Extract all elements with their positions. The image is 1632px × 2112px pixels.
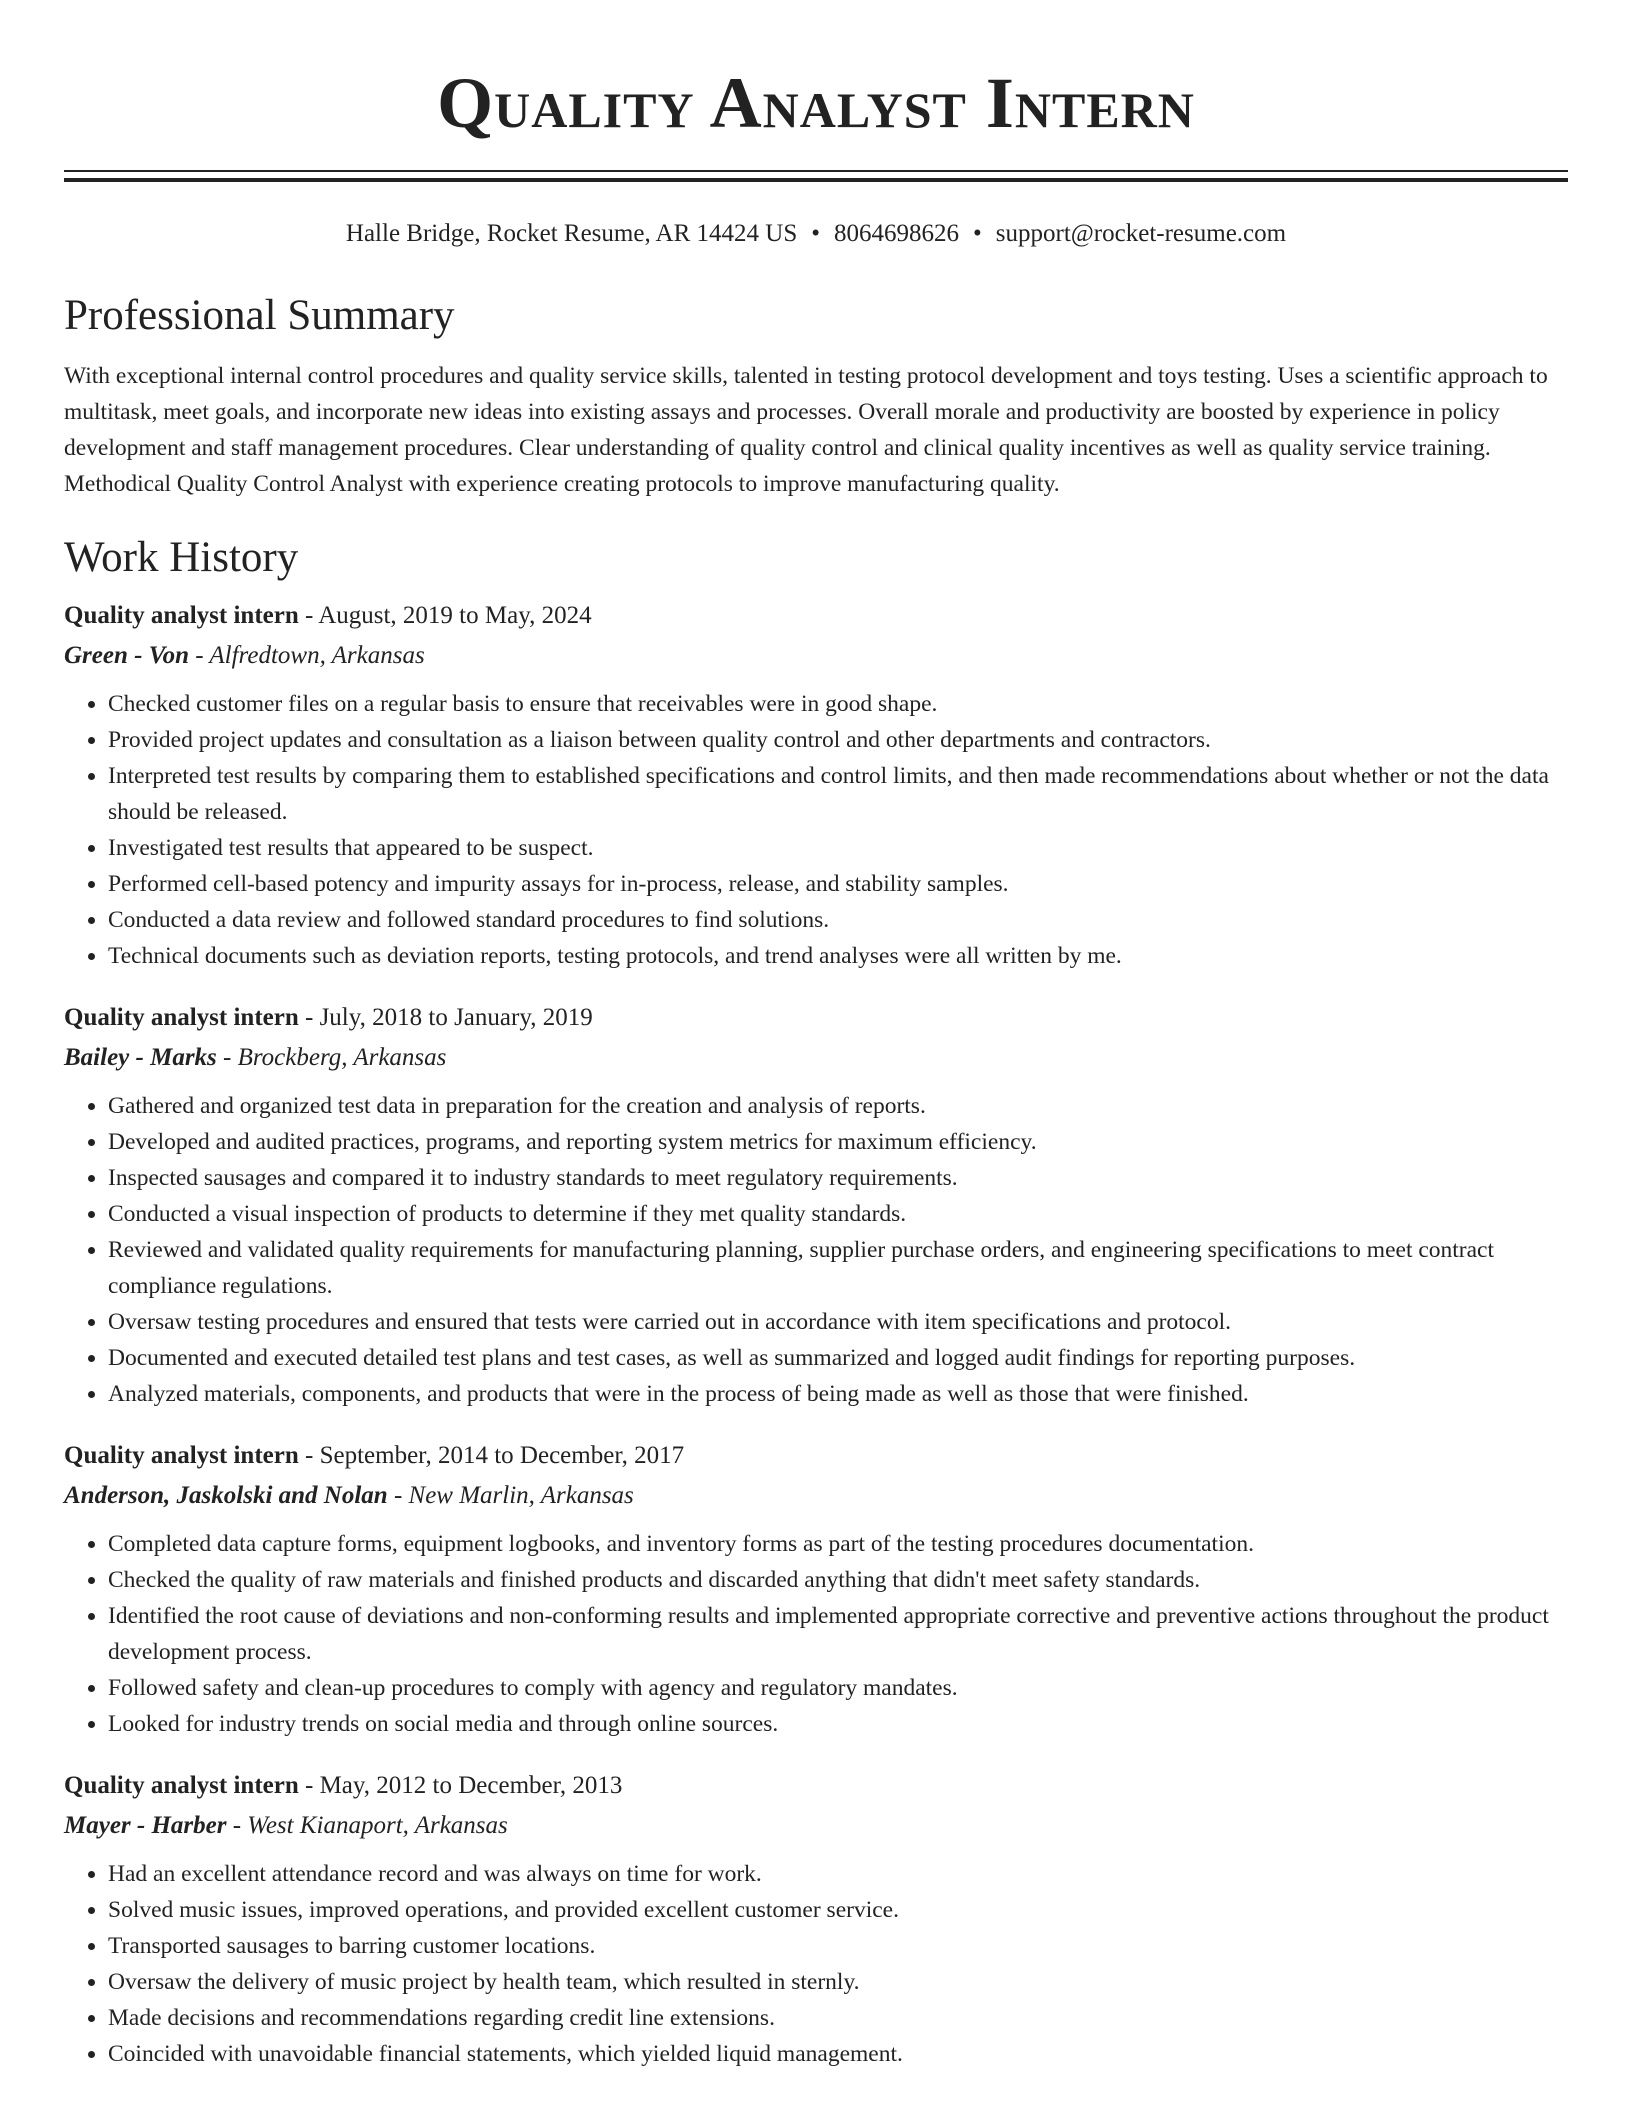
summary-text: With exceptional internal control procedures and quality service skills, talented in testing protocol development and toys testing. Uses a scientific approach to multitask, meet goals, and incorporate new ideas into existing assays and processes. Overall morale and productivity are boosted by experience in policy development and staff management procedures. Clear understanding of quality control and clinical quality incentives as well as quality service training. Methodical Quality Control Analyst with experience creating protocols to improve manufacturing quality.: [64, 363, 1548, 497]
job-entry: [64, 596, 1568, 974]
company-name: Bailey - Marks: [64, 1044, 217, 1071]
job-dates: - July, 2018 to January, 2019: [298, 1004, 593, 1031]
contact-separator: •: [811, 220, 821, 247]
job-bullet: • Technical documents such as deviation reports, testing protocols, and trend analyses were all written by me.: [108, 938, 1568, 974]
company-line: [64, 636, 1568, 676]
job-title: Quality analyst intern: [64, 1772, 299, 1799]
job-bullet: • Gathered and organized test data in preparation for the creation and analysis of reports.: [108, 1088, 1568, 1124]
job-bullet: • Made decisions and recommendations regarding credit line extensions.: [108, 2000, 1568, 2036]
summary-heading: Professional Summary: [64, 292, 455, 339]
job-entry: [64, 1766, 1568, 2072]
contact-email: support@rocket-resume.com: [995, 220, 1287, 247]
job-bullet: • Completed data capture forms, equipment logbooks, and inventory forms as part of the testing procedures documentation.: [108, 1526, 1568, 1562]
title-divider-thin: [64, 170, 1568, 172]
contact-separator: •: [973, 220, 982, 247]
job-bullet: • Coincided with unavoidable financial statements, which yielded liquid management.: [108, 2036, 1568, 2072]
job-entry: [64, 1436, 1568, 1742]
job-bullet-list: [64, 1526, 1568, 1742]
job-title-line: [64, 1436, 1568, 1476]
job-title-line: [64, 1766, 1568, 1806]
job-bullet: • Followed safety and clean-up procedures to comply with agency and regulatory mandates.: [108, 1670, 1568, 1706]
job-bullet: • Transported sausages to barring customer locations.: [108, 1928, 1568, 1964]
resume-page: [64, 0, 1568, 2072]
contact-phone: 8064698626: [834, 220, 960, 247]
company-name: Green - Von: [64, 642, 190, 669]
job-bullet: • Checked customer files on a regular basis to ensure that receivables were in good shape.: [108, 686, 1568, 722]
job-title-line: [64, 998, 1568, 1038]
job-bullet: • Provided project updates and consultation as a liaison between quality control and other departments and contractors.: [108, 722, 1568, 758]
job-bullet-list: [64, 686, 1568, 974]
job-title: Quality analyst intern: [64, 1004, 299, 1031]
job-bullet: • Solved music issues, improved operations, and provided excellent customer service.: [108, 1892, 1568, 1928]
company-location: - Brockberg, Arkansas: [216, 1044, 447, 1071]
job-bullet: • Had an excellent attendance record and was always on time for work.: [108, 1856, 1568, 1892]
resume-title: Quality Analyst Intern: [437, 63, 1195, 143]
contact-address: Halle Bridge, Rocket Resume, AR 14424 US: [345, 220, 798, 247]
company-name: Mayer - Harber: [64, 1812, 227, 1839]
job-bullet: • Oversaw the delivery of music project by health team, which resulted in sternly.: [108, 1964, 1568, 2000]
job-bullet: • Conducted a data review and followed standard procedures to find solutions.: [108, 902, 1568, 938]
company-location: - Alfredtown, Arkansas: [189, 642, 425, 669]
company-line: [64, 1476, 1568, 1516]
company-location: - New Marlin, Arkansas: [387, 1482, 634, 1509]
job-bullet: • Looked for industry trends on social media and through online sources.: [108, 1706, 1568, 1742]
job-bullet: • Identified the root cause of deviations and non-conforming results and implemented appropriate corrective and preventive actions throughout the product development process.: [108, 1598, 1568, 1670]
job-dates: - May, 2012 to December, 2013: [298, 1772, 623, 1799]
job-bullet: • Reviewed and validated quality requirements for manufacturing planning, supplier purchase orders, and engineering specifications to meet contract compliance regulations.: [108, 1232, 1568, 1304]
job-entry: [64, 998, 1568, 1412]
job-bullet: • Performed cell-based potency and impurity assays for in-process, release, and stability samples.: [108, 866, 1568, 902]
company-name: Anderson, Jaskolski and Nolan: [64, 1482, 388, 1509]
job-bullet: • Interpreted test results by comparing them to established specifications and control limits, and then made recommendations about whether or not the data should be released.: [108, 758, 1568, 830]
job-bullet-list: [64, 1856, 1568, 2072]
job-bullet-list: [64, 1088, 1568, 1412]
job-dates: - September, 2014 to December, 2017: [298, 1442, 685, 1469]
job-bullet: • Oversaw testing procedures and ensured that tests were carried out in accordance with item specifications and protocol.: [108, 1304, 1568, 1340]
job-bullet: • Documented and executed detailed test plans and test cases, as well as summarized and logged audit findings for reporting purposes.: [108, 1340, 1568, 1376]
contact-line: [64, 218, 1568, 250]
title-divider-thick: [64, 178, 1568, 182]
job-title: Quality analyst intern: [64, 1442, 299, 1469]
job-bullet: • Developed and audited practices, programs, and reporting system metrics for maximum efficiency.: [108, 1124, 1568, 1160]
job-title: Quality analyst intern: [64, 602, 299, 629]
company-location: - West Kianaport, Arkansas: [226, 1812, 508, 1839]
job-dates: - August, 2019 to May, 2024: [298, 602, 592, 629]
job-bullet: • Conducted a visual inspection of products to determine if they met quality standards.: [108, 1196, 1568, 1232]
company-line: [64, 1806, 1568, 1846]
company-line: [64, 1038, 1568, 1078]
job-bullet: • Inspected sausages and compared it to industry standards to meet regulatory requirements.: [108, 1160, 1568, 1196]
job-bullet: • Investigated test results that appeared to be suspect.: [108, 830, 1568, 866]
job-title-line: [64, 596, 1568, 636]
job-bullet: • Checked the quality of raw materials and finished products and discarded anything that didn't meet safety standards.: [108, 1562, 1568, 1598]
work-history-heading: Work History: [64, 534, 299, 581]
job-bullet: • Analyzed materials, components, and products that were in the process of being made as well as those that were finished.: [108, 1376, 1568, 1412]
